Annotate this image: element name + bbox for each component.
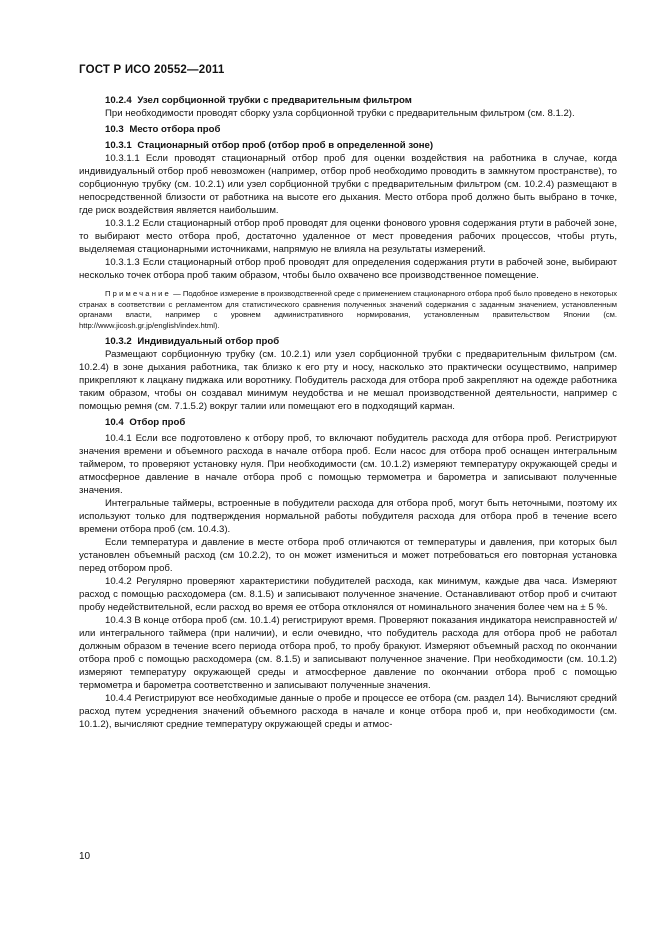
section-title: Узел сорбционной трубки с предварительным фильтром bbox=[137, 95, 412, 106]
section-heading bbox=[79, 139, 617, 152]
section-heading bbox=[79, 335, 617, 348]
paragraph: Размещают сорбционную трубку (см. 10.2.1) или узел сорбционной трубки с предварительным фильтром (см. 10.2.4) в зоне дыхания работника, так близко к его рту и носу, насколько это практически осуществимо, например прикрепляют к лацкану пиджака или воротнику. Побудитель расхода для отбора проб закрепляют на одежде работника таким образом, чтобы он создавал минимум неудобства и не мешал производственной деятельности, например с помощью ремня (см. 7.1.5.2) вокруг талии или помещают его в подходящий карман. bbox=[79, 348, 617, 412]
paragraph: 10.3.1.2 Если стационарный отбор проб проводят для оценки фонового уровня содержания ртути в рабочей зоне, то выбирают место отбора проб, достаточно удаленное от мест проведения рабочих процессов, чтобы ртуть, выделяемая стационарными источниками, напрямую не влияла на результаты измерений. bbox=[79, 218, 617, 255]
paragraph: 10.4.2 Регулярно проверяют характеристики побудителей расхода, как минимум, каждые два часа. Измеряют расход с помощью расходомера (см. 8.1.5) и записывают полученное значение. Останавливают отбор проб и считают пробу недействительной, если расход во время ее отбора отклонялся от номинального значения более чем на ± 5 %. bbox=[79, 575, 617, 613]
paragraph: Если температура и давление в месте отбора проб отличаются от температуры и давления, при которых был установлен объемный расход (см 10.2.2), то он может измениться и может потребоваться его повторная установка перед отбором проб. bbox=[79, 536, 617, 574]
note bbox=[79, 289, 617, 332]
section-heading bbox=[79, 123, 617, 136]
page-number: 10 bbox=[79, 851, 91, 862]
section-number: 10.3.2 bbox=[105, 335, 132, 347]
document-body bbox=[79, 94, 617, 731]
section-number: 10.4 bbox=[105, 416, 124, 428]
paragraph: 10.3.1.1 Если проводят стационарный отбор проб для оценки воздействия на работника в случае, когда индивидуальный отбор проб невозможен (например, отбор проб необходимо проводить в замкнутом пространстве), то сорбционную трубку (см. 10.2.1) или узел сорбционной трубки с предварительным фильтром (см. 10.2.4) размещают в непосредственной близости от работника на высоте его дыхания. Место отбора проб должно быть выбрано в точке, где риск воздействия является наибольшим. bbox=[79, 153, 617, 216]
section-number: 10.3 bbox=[105, 124, 124, 135]
document-header: ГОСТ Р ИСО 20552—2011 bbox=[79, 64, 225, 76]
paragraph: Интегральные таймеры, встроенные в побудители расхода для отбора проб, могут быть неточными, поэтому их используют только для подтверждения нормальной работы побудителя расхода для отбора проб в течение всего времени отбора проб (см. 10.4.3). bbox=[79, 497, 617, 535]
paragraph: 10.4.4 Регистрируют все необходимые данные о пробе и процессе ее отбора (см. раздел 14). Вычисляют средний расход путем усреднения значений объемного расхода в начале и конце отбора проб и, при необходимости (см. 10.1.2), вычисляют средние температуру окружающей среды и атмос- bbox=[79, 692, 617, 730]
paragraph: 10.4.3 В конце отбора проб (см. 10.1.4) регистрируют время. Проверяют показания индикатора неисправностей и/или интегрального таймера (при наличии), и если очевидно, что побудитель расхода для отбора проб не работал должным образом в течение всего периода отбора проб, то пробу бракуют. Измеряют объемный расход по окончании отбора проб с помощью расходомера (см. 8.1.5) и записывают полученное значение. При необходимости (см. 10.1.2) измеряют температуру окружающей среды и атмосферное давление по окончании отбора проб с помощью термометра и барометра соответственно и записывают полученные значения. bbox=[79, 614, 617, 691]
section-title: Отбор проб bbox=[129, 416, 186, 428]
paragraph: При необходимости проводят сборку узла сорбционной трубки с предварительным фильтром (см. 8.1.2). bbox=[105, 108, 575, 119]
note-text: — Подобное измерение в производственной среде с применением стационарного отбора проб было проведено в некоторых странах в соответствии с регламентом для статистического сравнения полученных значений содержания с заданным значением, установленным органами власти, например с уровнем административного нормирования, установленным правительством Японии (см. http://www.jicosh.gr.jp/english/index.html). bbox=[79, 289, 617, 331]
section-title: Индивидуальный отбор проб bbox=[137, 335, 280, 347]
section-title: Место отбора проб bbox=[129, 124, 221, 135]
section-heading bbox=[79, 416, 617, 429]
paragraph: 10.4.1 Если все подготовлено к отбору проб, то включают побудитель расхода для отбора проб. Регистрируют значения времени и объемного расхода в начале отбора проб. Если насос для отбора проб оснащен интегральным таймером, то проверяют установку нуля. При необходимости (см. 10.1.2) измеряют температуру окружающей среды и атмосферное давление в начале отбора проб с помощью термометра и барометра и записывают полученные значения. bbox=[79, 432, 617, 496]
section-number: 10.2.4 bbox=[105, 95, 132, 106]
section-heading bbox=[79, 94, 617, 107]
section-number: 10.3.1 bbox=[105, 140, 132, 151]
paragraph: 10.3.1.3 Если стационарный отбор проб проводят для определения содержания ртути в рабочей зоне, выбирают несколько точек отбора проб таким образом, чтобы было охвачено все производственное помещение. bbox=[79, 257, 617, 281]
note-label: Примечание bbox=[105, 289, 171, 298]
section-title: Стационарный отбор проб (отбор проб в определенной зоне) bbox=[137, 140, 434, 151]
